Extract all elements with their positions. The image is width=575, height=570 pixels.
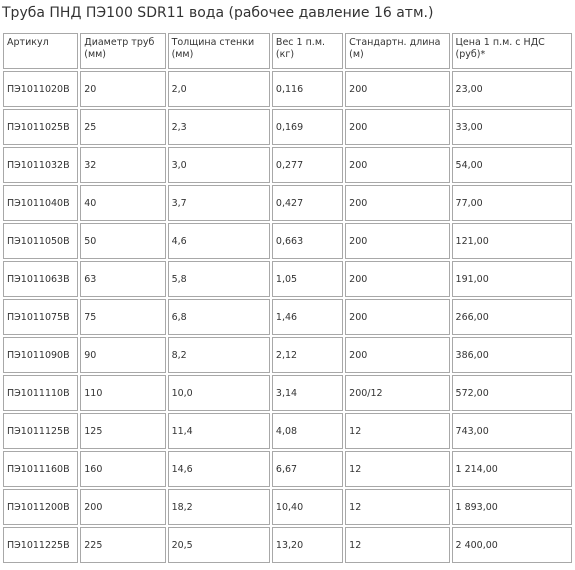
cell-weight: 1,46 — [272, 299, 343, 335]
cell-article: ПЭ1011125В — [3, 413, 78, 449]
cell-article: ПЭ1011020В — [3, 71, 78, 107]
cell-diameter: 50 — [80, 223, 165, 259]
cell-diameter: 200 — [80, 489, 165, 525]
cell-price: 386,00 — [452, 337, 572, 373]
cell-diameter: 225 — [80, 527, 165, 563]
table-header-row — [3, 33, 572, 69]
cell-wall-thickness: 5,8 — [168, 261, 270, 297]
cell-price: 23,00 — [452, 71, 572, 107]
cell-standard-length: 200/12 — [345, 375, 449, 411]
cell-wall-thickness: 18,2 — [168, 489, 270, 525]
cell-standard-length: 12 — [345, 527, 449, 563]
cell-wall-thickness: 2,0 — [168, 71, 270, 107]
table-row — [3, 413, 572, 449]
cell-price: 121,00 — [452, 223, 572, 259]
cell-standard-length: 200 — [345, 299, 449, 335]
cell-wall-thickness: 11,4 — [168, 413, 270, 449]
cell-standard-length: 200 — [345, 185, 449, 221]
cell-diameter: 110 — [80, 375, 165, 411]
cell-standard-length: 12 — [345, 451, 449, 487]
cell-wall-thickness: 6,8 — [168, 299, 270, 335]
cell-article: ПЭ1011075В — [3, 299, 78, 335]
cell-weight: 0,116 — [272, 71, 343, 107]
header-cell-price: Цена 1 п.м. с НДС (руб)* — [452, 33, 572, 69]
cell-diameter: 90 — [80, 337, 165, 373]
cell-price: 191,00 — [452, 261, 572, 297]
cell-diameter: 25 — [80, 109, 165, 145]
table-row — [3, 71, 572, 107]
cell-price: 743,00 — [452, 413, 572, 449]
header-cell-standard-length: Стандартн. длина (м) — [345, 33, 449, 69]
header-cell-article: Артикул — [3, 33, 78, 69]
cell-wall-thickness: 20,5 — [168, 527, 270, 563]
cell-wall-thickness: 8,2 — [168, 337, 270, 373]
cell-weight: 0,277 — [272, 147, 343, 183]
cell-article: ПЭ1011110В — [3, 375, 78, 411]
cell-weight: 0,663 — [272, 223, 343, 259]
cell-weight: 6,67 — [272, 451, 343, 487]
table-row — [3, 375, 572, 411]
cell-article: ПЭ1011160В — [3, 451, 78, 487]
cell-price: 572,00 — [452, 375, 572, 411]
cell-weight: 2,12 — [272, 337, 343, 373]
cell-weight: 0,169 — [272, 109, 343, 145]
header-cell-diameter: Диаметр труб (мм) — [80, 33, 165, 69]
cell-weight: 1,05 — [272, 261, 343, 297]
cell-price: 77,00 — [452, 185, 572, 221]
cell-article: ПЭ1011050В — [3, 223, 78, 259]
cell-standard-length: 200 — [345, 223, 449, 259]
cell-standard-length: 12 — [345, 489, 449, 525]
table-row — [3, 109, 572, 145]
cell-price: 266,00 — [452, 299, 572, 335]
cell-wall-thickness: 10,0 — [168, 375, 270, 411]
table-row — [3, 337, 572, 373]
table-row — [3, 451, 572, 487]
cell-diameter: 75 — [80, 299, 165, 335]
cell-wall-thickness: 3,0 — [168, 147, 270, 183]
cell-article: ПЭ1011032В — [3, 147, 78, 183]
cell-article: ПЭ1011225В — [3, 527, 78, 563]
table-row — [3, 147, 572, 183]
cell-standard-length: 200 — [345, 109, 449, 145]
price-table — [1, 31, 574, 565]
cell-price: 33,00 — [452, 109, 572, 145]
cell-price: 54,00 — [452, 147, 572, 183]
cell-standard-length: 200 — [345, 147, 449, 183]
table-row — [3, 489, 572, 525]
table-row — [3, 299, 572, 335]
header-cell-weight: Вес 1 п.м. (кг) — [272, 33, 343, 69]
cell-wall-thickness: 4,6 — [168, 223, 270, 259]
cell-weight: 10,40 — [272, 489, 343, 525]
cell-article: ПЭ1011090В — [3, 337, 78, 373]
cell-price: 1 214,00 — [452, 451, 572, 487]
cell-diameter: 40 — [80, 185, 165, 221]
cell-standard-length: 200 — [345, 71, 449, 107]
cell-price: 2 400,00 — [452, 527, 572, 563]
cell-diameter: 32 — [80, 147, 165, 183]
header-cell-wall-thickness: Толщина стенки (мм) — [168, 33, 270, 69]
cell-diameter: 125 — [80, 413, 165, 449]
cell-diameter: 20 — [80, 71, 165, 107]
cell-weight: 0,427 — [272, 185, 343, 221]
table-row — [3, 185, 572, 221]
cell-weight: 3,14 — [272, 375, 343, 411]
cell-price: 1 893,00 — [452, 489, 572, 525]
cell-diameter: 160 — [80, 451, 165, 487]
cell-article: ПЭ1011200В — [3, 489, 78, 525]
cell-article: ПЭ1011040В — [3, 185, 78, 221]
cell-article: ПЭ1011063В — [3, 261, 78, 297]
table-row — [3, 223, 572, 259]
table-row — [3, 527, 572, 563]
page-title: Труба ПНД ПЭ100 SDR11 вода (рабочее давление 16 атм.) — [2, 5, 434, 21]
cell-wall-thickness: 14,6 — [168, 451, 270, 487]
cell-weight: 13,20 — [272, 527, 343, 563]
cell-standard-length: 200 — [345, 337, 449, 373]
cell-weight: 4,08 — [272, 413, 343, 449]
cell-wall-thickness: 2,3 — [168, 109, 270, 145]
cell-article: ПЭ1011025В — [3, 109, 78, 145]
cell-standard-length: 200 — [345, 261, 449, 297]
cell-standard-length: 12 — [345, 413, 449, 449]
cell-diameter: 63 — [80, 261, 165, 297]
table-row — [3, 261, 572, 297]
cell-wall-thickness: 3,7 — [168, 185, 270, 221]
